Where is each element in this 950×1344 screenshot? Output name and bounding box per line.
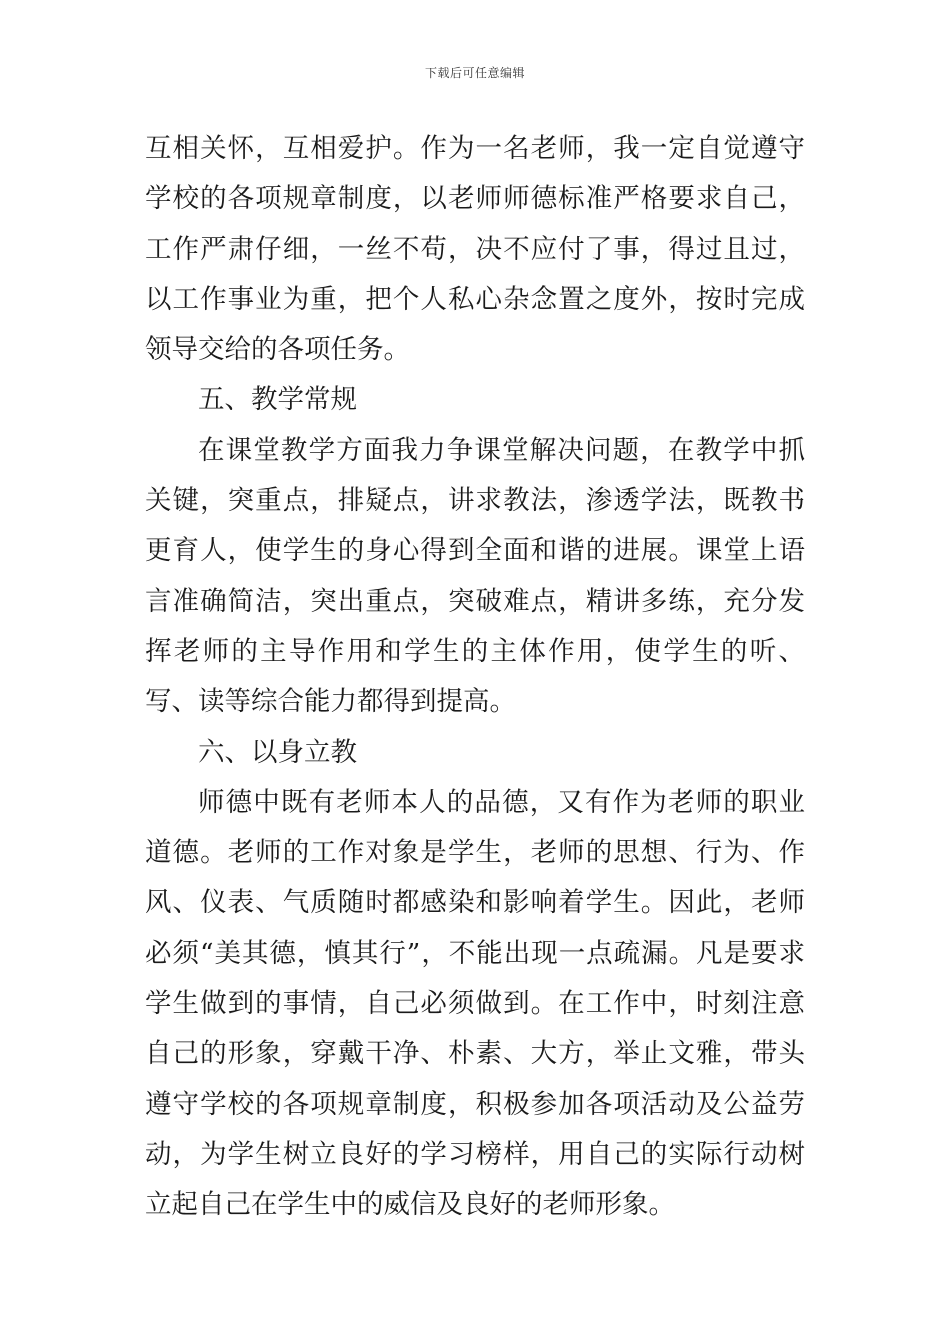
paragraph-teaching-routine: 在课堂教学方面我力争课堂解决问题，在教学中抓关键，突重点，排疑点，讲求教法，渗透学法，既教书更育人，使学生的身心得到全面和谐的进展。课堂上语言准确简洁，突出重点，突破难点，精讲多练，充分发挥老师的主导作用和学生的主体作用，使学生的听、写、读等综合能力都得到提高。: [145, 434, 805, 718]
section-heading-teaching-routine: 五、教学常规: [198, 384, 357, 416]
page-header: 下载后可任意编辑: [424, 66, 525, 80]
paragraph-lead-by-example: 师德中既有老师本人的品德，又有作为老师的职业道德。老师的工作对象是学生，老师的思想、行为、作风、仪表、气质随时都感染和影响着学生。因此，老师必须“美其德，慎其行”，不能出现一点疏漏。凡是要求学生做到的事情，自己必须做到。在工作中，时刻注意自己的形象，穿戴干净、朴素、大方，举止文雅，带头遵守学校的各项规章制度，积极参加各项活动及公益劳动，为学生树立良好的学习榜样，用自己的实际行动树立起自己在学生中的威信及良好的老师形象。: [145, 786, 805, 1221]
section-heading-lead-by-example: 六、以身立教: [198, 736, 357, 768]
paragraph-continued: 互相关怀，互相爱护。作为一名老师，我一定自觉遵守学校的各项规章制度，以老师师德标准严格要求自己，工作严肃仔细，一丝不苟，决不应付了事，得过且过，以工作事业为重，把个人私心杂念置之度外，按时完成领导交给的各项任务。: [145, 133, 805, 366]
document-body: [145, 124, 805, 1231]
